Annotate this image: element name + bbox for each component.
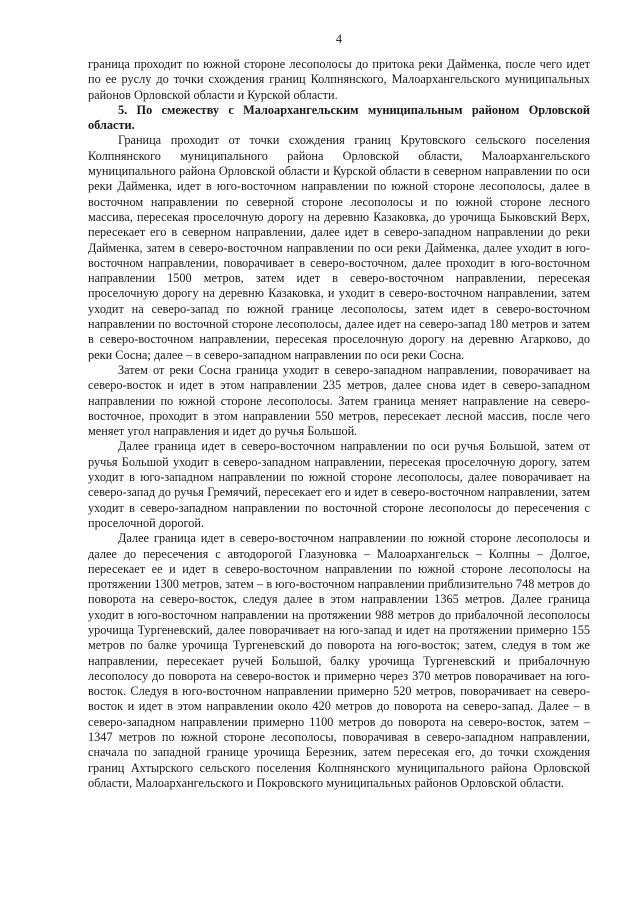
paragraph-2: Затем от реки Сосна граница уходит в северо-западном направлении, поворачивает на северо-восток и идет в этом направлении 235 метров, далее снова идет в северо-западном направлении по южной стороне лесополосы. Затем граница меняет направление на северо-восточное, проходит в этом направлении 550 метров, пересекает лесной массив, после чего меняет угол направления и идет до ручья Большой. xyxy=(88,362,590,439)
paragraph-1: Граница проходит от точки схождения границ Крутовского сельского поселения Колпнянского муниципального района Орловской области, Малоархангельского муниципального района Орловской области и Курской области в северном направлении по оси реки Дайменка, идет в юго-восточном направлении по южной стороне лесополосы, далее в восточном направлении по северной стороне лесополосы и по южной стороне лесного массива, пересекая проселочную дорогу на деревню Казаковка, до урочища Быковский Верх, пересекает его в северном направлении, далее идет в северо-западном направлении до реки Дайменка, затем в северо-восточном направлении по оси реки Дайменка, далее уходит в юго-восточном направлении, поворачивает в северо-восточном, далее проходит в юго-восточном направлении 1500 метров, затем идет в северо-восточном направлении, пересекая проселочную дорогу на деревню Казаковка, и уходит в северо-восточном направлении, затем уходит на северо-запад по южной границе лесополосы, затем идет в северо-восточном направлении по восточной стороне лесополосы, далее идет на северо-запад 180 метров и затем в северо-восточном направлении, пересекая проселочную дорогу на деревню Агарково, до реки Сосна; далее – в северо-западном направлении по оси реки Сосна. xyxy=(88,133,590,362)
section-heading: 5. По смежеству с Малоархангельским муниципальным районом Орловской области. xyxy=(88,102,590,133)
page-number: 4 xyxy=(335,32,343,46)
paragraph-3: Далее граница идет в северо-восточном направлении по оси ручья Большой, затем от ручья Большой уходит в северо-западном направлении, пересекая проселочную дорогу, затем уходит в юго-западном направлении по южной стороне лесополосы, далее поворачивает на северо-запад до ручья Гремячий, пересекает его и идет в северо-восточном направлении, затем уходит в северо-западном направлении по восточной стороне лесополосы до пересечения с проселочной дорогой. xyxy=(88,439,590,530)
paragraph-4: Далее граница идет в северо-восточном направлении по южной стороне лесополосы и далее до пересечения с автодорогой Глазуновка – Малоархангельск – Колпны – Долгое, пересекает ее и идет в северо-восточном направлении по южной стороне лесополосы на протяжении 1300 метров, затем – в юго-восточном направлении приблизительно 748 метров до поворота на северо-восток, следуя далее в этом направлении 1365 метров. Далее граница уходит в юго-восточном направлении на протяжении 988 метров до прибалочной лесополосы урочища Тургеневский, далее поворачивает на юго-запад и идет на протяжении примерно 155 метров по балке урочища Тургеневский до поворота на юго-восток; затем, следуя в том же направлении, пересекает ручей Большой, балку урочища Тургеневский и прибалочную лесополосу до поворота на северо-восток и примерно через 370 метров поворачивает на юго-восток. Следуя в юго-восточном направлении примерно 520 метров, поворачивает на северо-восток и идет в этом направлении около 420 метров до поворота на северо-запад. Далее – в северо-западном направлении примерно 1100 метров до поворота на северо-восток, затем – 1347 метров по южной стороне лесополосы, поворачивая в северо-западном направлении, сначала по западной границе урочища Березник, затем пересекая его, до точки схождения границ Ахтырского сельского поселения Колпнянского муниципального района Орловской области, Малоархангельского и Покровского муниципальных районов Орловской области. xyxy=(88,531,590,790)
paragraph-continuation: граница проходит по южной стороне лесополосы до притока реки Дайменка, после чего идет по ее руслу до точки схождения границ Колпнянского, Малоархангельского муниципальных районов Орловской области и Курской области. xyxy=(88,57,590,102)
